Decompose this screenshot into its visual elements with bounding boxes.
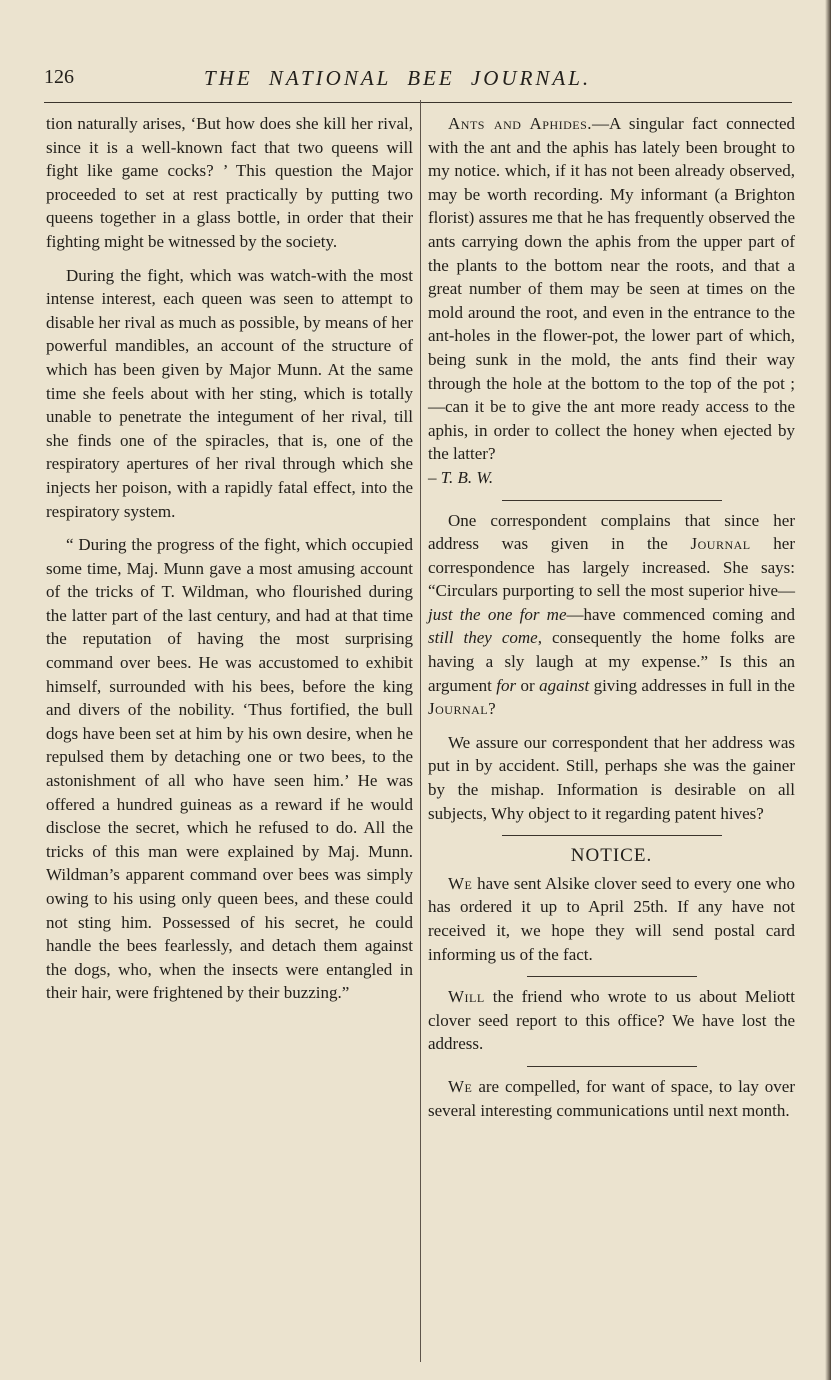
corr-text-g: ? [488, 699, 496, 719]
section-rule [502, 500, 722, 501]
corr-text-a: One correspondent complains that since her address was given in the [428, 510, 795, 554]
corr-text-e: or [516, 675, 540, 695]
header-rule [44, 102, 792, 103]
left-paragraph-3: “ During the progress of the fight, which occupied some time, Maj. Munn gave a most amusing account of the tricks of T. Wildman, who flourished during the latter part of the last century, and had at that time the reputation of having the most surprising command over bees. He was accustomed to exhibit himself, surrounded with his bees, before the king and divers of the nobility. ‘Thus fortified, the bull dogs have been set at him by his own desire, when he repulsed them by detaching one or two bees, to the astonishment of all who have seen him.’ He was offered a hundred guineas as a reward if he would disclose the secret, which he refused to do. All the tricks of this man were explained by Maj. Munn. Wildman’s apparent command over bees was simply owing to his using only queen bees, and these could not sting him. Possessed of his secret, he could handle the bees fearlessly, and detach them against the dogs, who, when the insects were entangled in their hair, were frightened by their buzzing.” [46, 535, 413, 1003]
ants-aphides-heading: Ants and Aphides. [448, 114, 593, 133]
meliott-article [428, 985, 795, 1056]
space-article [428, 1075, 795, 1122]
ants-aphides-signature: – T. B. W. [428, 467, 494, 487]
journal-title: THE NATIONAL BEE JOURNAL. [204, 66, 592, 90]
ants-aphides-body: —A singular fact connected with the ant and the aphis has lately been brought to my notice. which, if it has not been already observed, may be worth recording. My informant (a Brighton florist) assures me that he has frequently observed the ants carrying down the aphis from the upper part of the plants to the bottom near the roots, and that a great number of them may be seen at times on the mold around the root, and even in the entrance to the ant-holes in the flower-pot, the lower part of which, being sunk in the mold, the ants find their way through the hole at the bottom to the top of the pot ;—can it be to give the ant more ready access to the aphis, in order to collect the honey when ejected by the latter? [428, 114, 795, 464]
space-lead: We [448, 1076, 473, 1096]
will-body: the friend who wrote to us about Meliott clover seed report to this office? We have lost the address. [428, 987, 795, 1054]
notice-body: have sent Alsike clover seed to every one who has ordered it up to April 25th. If any have not received it, we hope they will send postal card informing us of the fact. [428, 873, 795, 964]
right-column [428, 112, 795, 1132]
space-body: are compelled, for want of space, to lay over several interesting communications until next month. [428, 1076, 795, 1120]
correspondent-article [428, 509, 795, 721]
corr-italic-4: against [539, 675, 590, 695]
section-rule [527, 1066, 697, 1067]
notice-article [428, 872, 795, 966]
left-paragraph-1: tion naturally arises, ‘But how does she kill her rival, since it is a well-known fact that two queens will fight like game cocks? ’ This question the Major proceeded to set at rest practically by putting two queens together in a glass bottle, in order that their fighting might be witnessed by the society. [46, 114, 413, 251]
page-header [44, 66, 792, 96]
column-divider [420, 100, 421, 1362]
editor-reply: We assure our correspondent that her address was put in by accident. Still, perhaps she was the gainer by the mishap. Information is desirable on all subjects, Why object to it regarding patent hives? [428, 732, 795, 823]
corr-text-b: her correspondence has largely increased. She says: “Circulars purporting to sell the most superior hive— [428, 534, 795, 601]
left-paragraph-2: During the fight, which was watch-with the most intense interest, each queen was seen to attempt to disable her rival as much as possible, by means of her powerful mandibles, an account of the structure of which has been given by Major Munn. At the same time she feels about with her sting, which is totally unable to penetrate the integument of her rival, till she finds one of the spiracles, that is, one of the respiratory apertures of her rival through which she injects her poison, with a rapidly fatal effect, into the respiratory system. [46, 265, 413, 521]
corr-journal-2: Journal [428, 699, 489, 719]
corr-italic-1: just the one for me [428, 604, 567, 624]
section-rule [527, 976, 697, 977]
corr-text-c: —have commenced coming and [566, 604, 795, 624]
corr-italic-3: for [496, 675, 517, 695]
corr-journal-1: Journal [690, 534, 751, 554]
notice-title: NOTICE. [570, 845, 653, 867]
notice-lead: We [448, 873, 473, 893]
page-edge [825, 0, 831, 1380]
page-number: 126 [44, 66, 74, 88]
corr-text-f: giving addresses in full in the [589, 675, 795, 695]
corr-italic-2: still they come [428, 628, 538, 648]
section-rule [502, 835, 722, 836]
corr-text-d: , consequently the home folks are having a sly laugh at my expense.” Is this an argument [428, 628, 795, 695]
ants-aphides-article [428, 112, 795, 490]
will-lead: Will [448, 987, 485, 1007]
left-column [46, 112, 413, 1015]
